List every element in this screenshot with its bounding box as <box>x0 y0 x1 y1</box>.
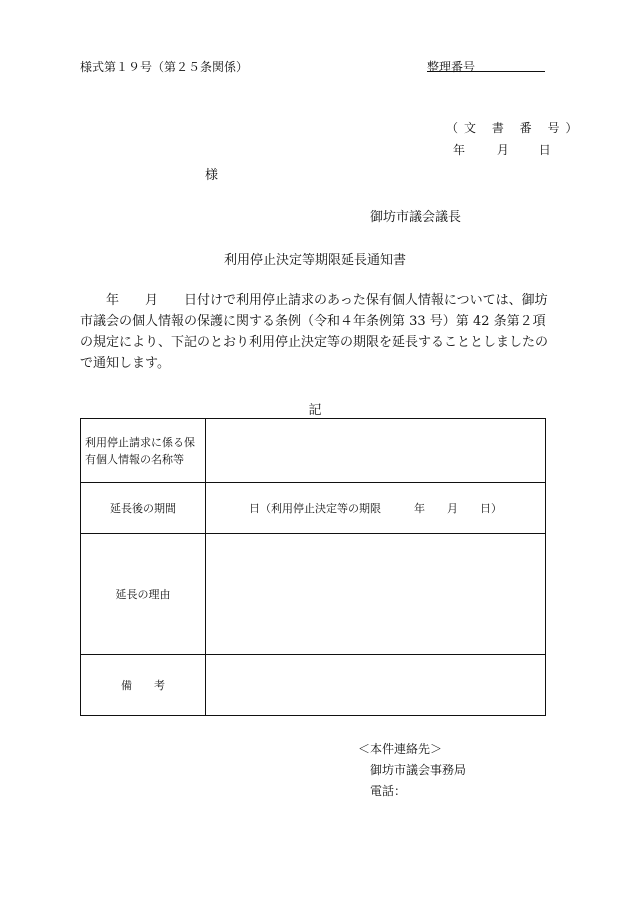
table-row <box>81 483 546 534</box>
row-value-remarks[interactable] <box>206 655 546 716</box>
date-year: 年 <box>453 143 466 157</box>
sender: 御坊市議会議長 <box>370 210 462 225</box>
row-value-info-name[interactable] <box>206 419 546 483</box>
row-label-info-name: 利用停止請求に係る保有個人情報の名称等 <box>81 419 206 483</box>
reference-number-field[interactable] <box>427 71 545 72</box>
contact-block <box>358 739 466 802</box>
reference-number-label: 整理番号 <box>427 60 476 74</box>
row-value-extension-reason[interactable] <box>206 534 546 655</box>
addressee: 様 <box>205 168 219 183</box>
body-text: 年 月 日付けで利用停止請求のあった保有個人情報については、御坊市議会の個人情報の保護に関する条例（令和４年条例第 33 号）第 42 条第２項の規定により、下記のとおり利用停止決定等の期限を延長することとしましたので通知します。 <box>80 293 549 371</box>
page-title: 利用停止決定等期限延長通知書 <box>223 253 406 268</box>
date-day: 日 <box>538 143 551 157</box>
ki-heading: 記 <box>308 403 322 418</box>
contact-office: 御坊市議会事務局 <box>370 763 467 777</box>
row-label-extended-period: 延長後の期間 <box>81 483 206 534</box>
issue-date <box>453 141 551 158</box>
form-number: 様式第１９号（第２５条関係） <box>80 60 249 74</box>
document-number: （文 書 番 号） <box>446 121 584 135</box>
details-table <box>80 418 546 716</box>
table-row <box>81 655 546 716</box>
table-row <box>81 534 546 655</box>
row-label-remarks: 備 考 <box>81 655 206 716</box>
contact-heading: ＜本件連絡先＞ <box>358 742 443 756</box>
date-month: 月 <box>496 143 509 157</box>
contact-phone: 電話： <box>370 784 407 798</box>
table-row <box>81 419 546 483</box>
row-label-extension-reason: 延長の理由 <box>81 534 206 655</box>
row-value-extended-period[interactable]: 日（利用停止決定等の期限 年 月 日） <box>206 483 546 534</box>
